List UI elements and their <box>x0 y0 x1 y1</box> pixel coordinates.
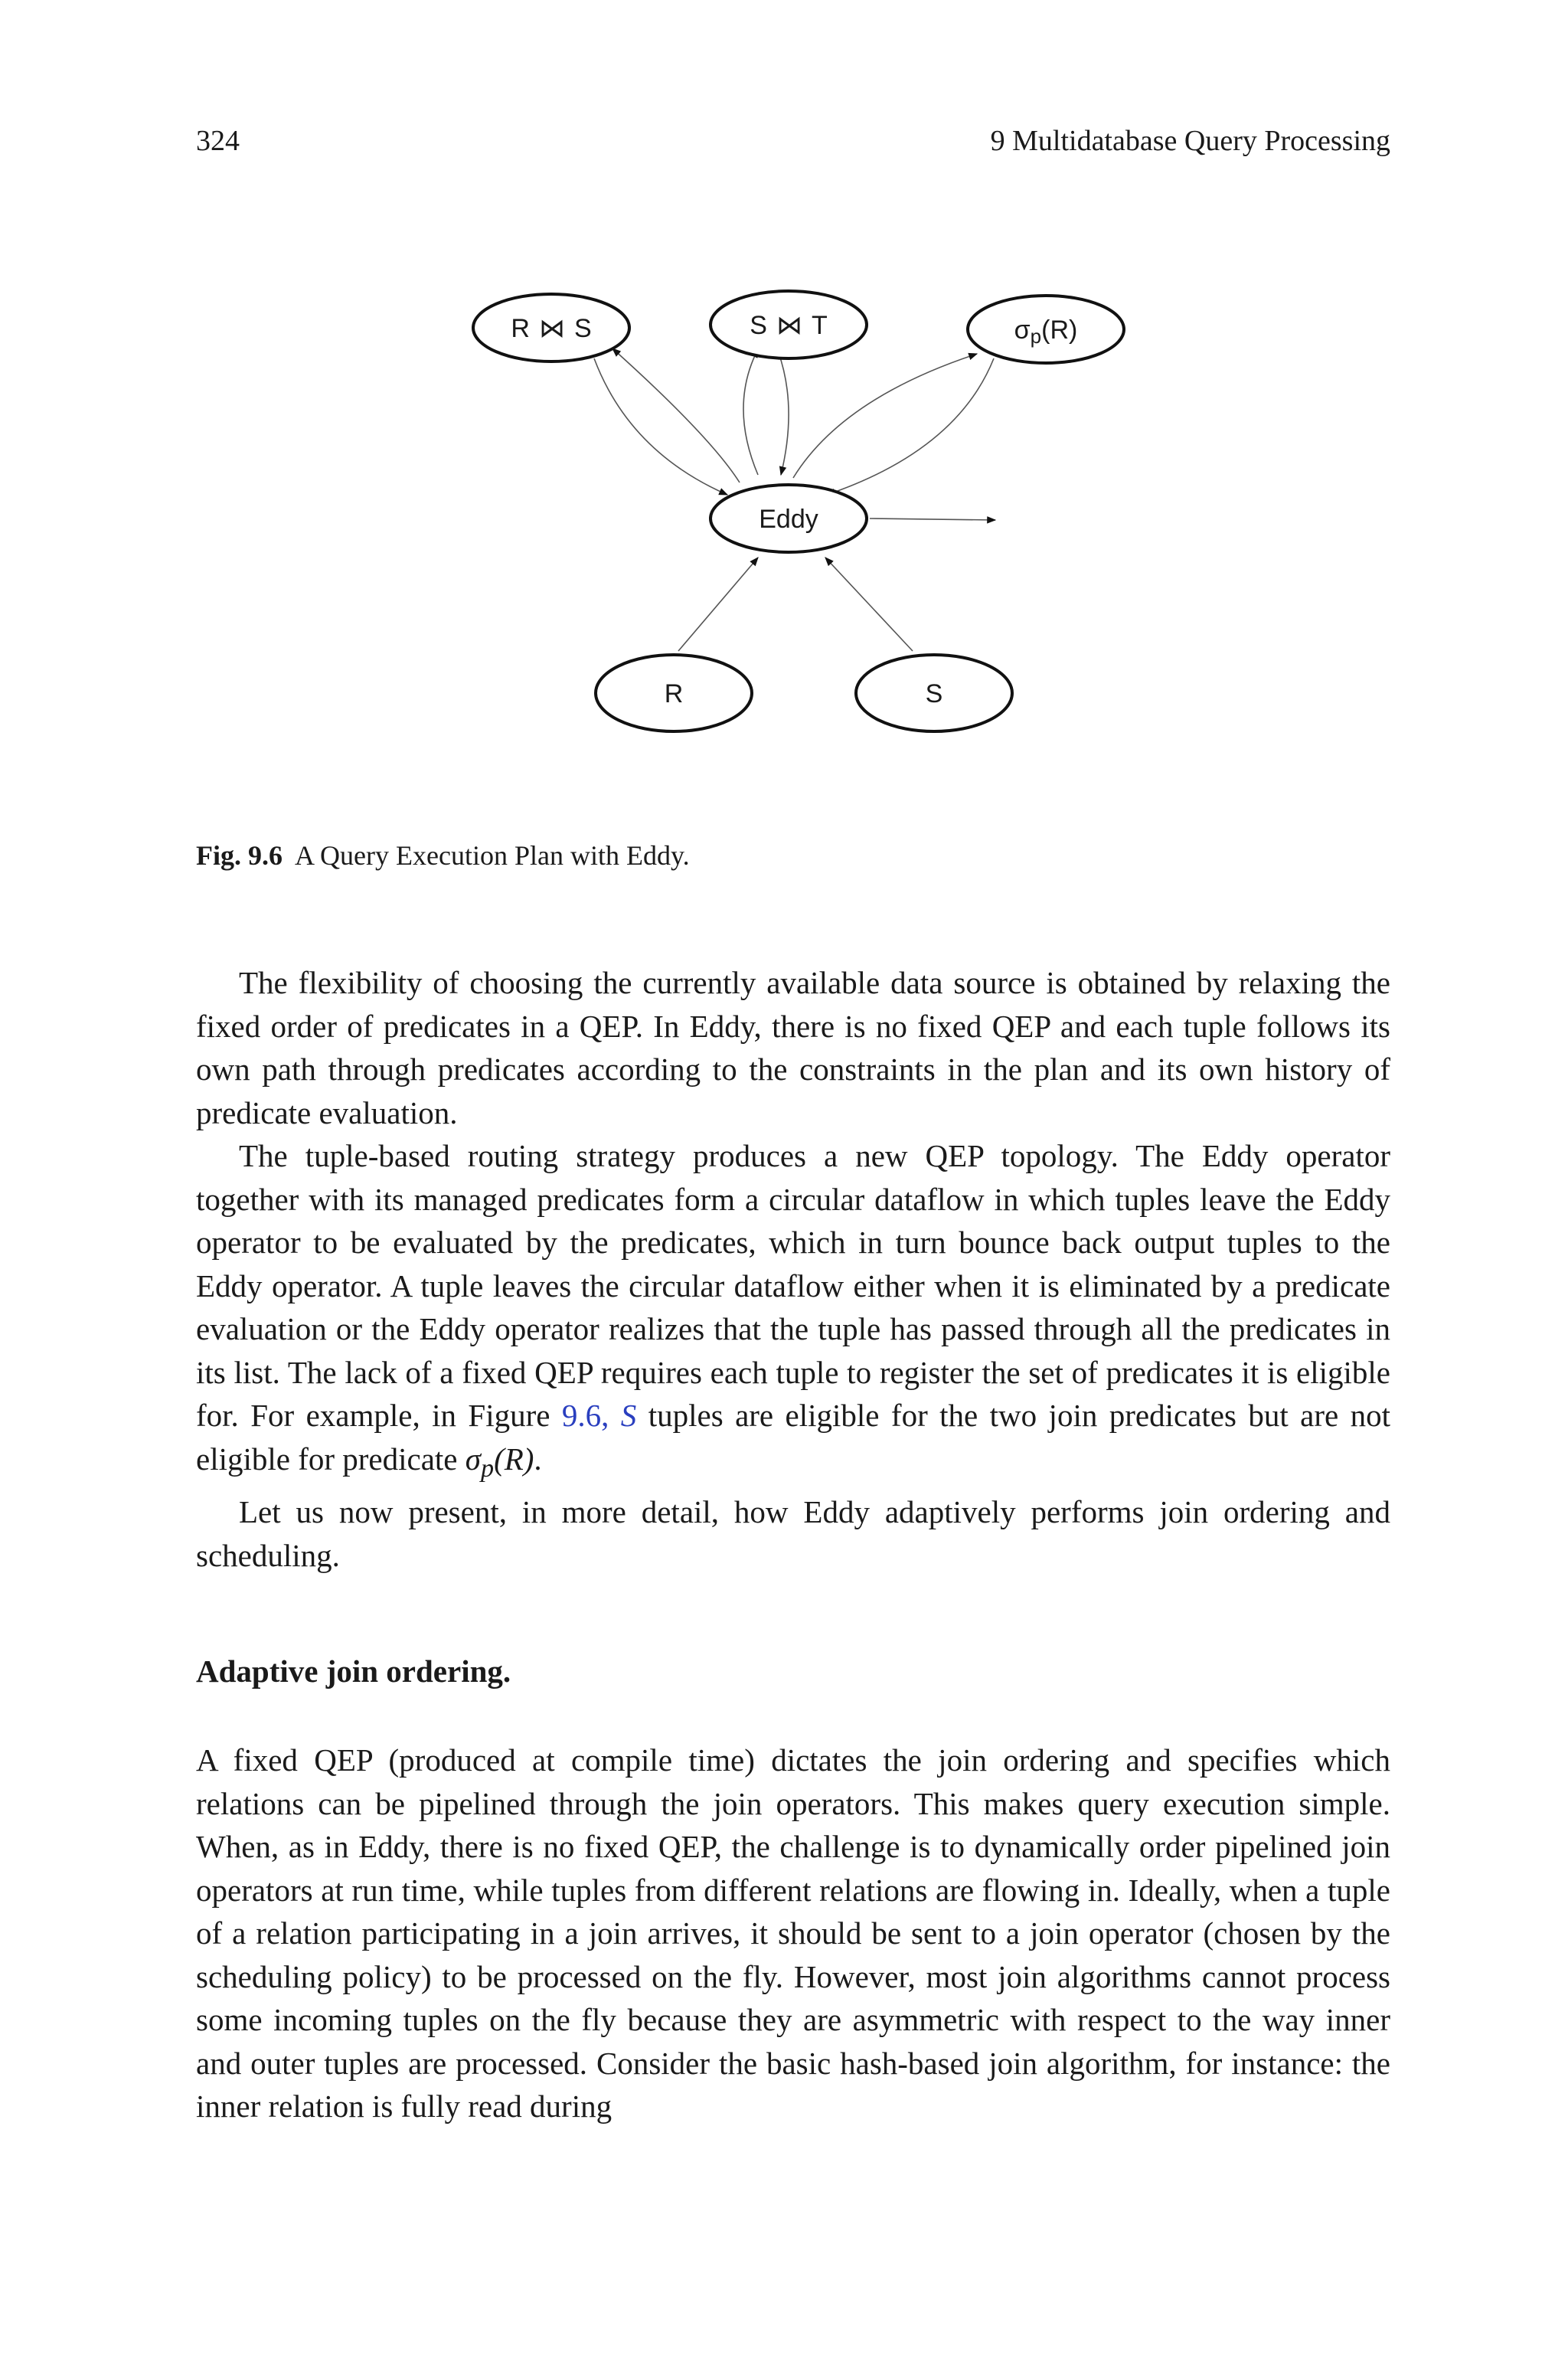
node-eddy-label: Eddy <box>759 505 818 534</box>
paragraph-3: Let us now present, in more detail, how Eddy adaptively performs join ordering and scheduling. <box>196 1494 1390 1573</box>
math-sigma: σ <box>465 1441 481 1477</box>
figure-caption <box>196 839 1390 872</box>
section-heading: Adaptive join ordering. <box>196 1653 511 1689</box>
paragraph-2-end: . <box>534 1441 542 1477</box>
edge-rs-join-to-eddy <box>594 358 727 495</box>
paragraph-2-start: The tuple-based routing strategy produces a new QEP topology. The Eddy operator together with its managed predicates form a circular dataflow in which tuples leave the Eddy operator to be evaluated by the predicates, which in turn bounce back output tuples to the Eddy operator. A tuple leaves the circular dataflow either when it is eliminated by a predicate evaluation or the Eddy operator realizes that the tuple has passed through all the predicates in its list. The lack of a fixed QEP requires each tuple to register the set of predicates it is eligible for. For example, in Figure <box>196 1138 1390 1433</box>
paragraph-1: The flexibility of choosing the currently available data source is obtained by relaxing the fixed order of predicates in a QEP. In Eddy, there is no fixed QEP and each tuple follows its own path through predicates according to the constraints in the plan and its own history of predicate evaluation. <box>196 965 1390 1130</box>
running-head <box>196 124 1390 162</box>
paragraph-4: A fixed QEP (produced at compile time) dictates the join ordering and specifies which relations can be pipelined through the join operators. This makes query execution simple. When, as in Eddy, there is no fixed QEP, the challenge is to dynamically order pipelined join operators at run time, while tuples from different relations are flowing in. Ideally, when a tuple of a relation participating in a join arrives, it should be sent to a join operator (chosen by the scheduling policy) to be processed on the fly. However, most join algorithms cannot process some incoming tuples on the fly because they are asymmetric with respect to the way inner and outer tuples are processed. Consider the basic hash-based join algorithm, for instance: the inner relation is fully read during <box>196 1742 1390 2124</box>
edge-eddy-to-select <box>793 354 977 478</box>
math-sigma-p-r <box>465 1441 534 1483</box>
edge-s-to-eddy <box>825 558 913 651</box>
edge-eddy-to-st-join <box>743 349 758 475</box>
chapter-title: 9 Multidatabase Query Processing <box>990 125 1390 157</box>
paragraph-2 <box>196 1134 1390 1490</box>
node-s-label: S <box>925 679 943 708</box>
eddy-diagram <box>444 283 1133 774</box>
page-number: 324 <box>196 125 240 157</box>
eddy-figure <box>444 283 1133 774</box>
node-st-join-label: S ⋈ T <box>750 311 828 340</box>
math-subscript: p <box>480 1454 495 1483</box>
math-argument: (R) <box>494 1441 534 1477</box>
edge-eddy-output <box>870 518 995 520</box>
figure-ref-link[interactable] <box>562 1398 636 1433</box>
figure-caption-text: A Query Execution Plan with Eddy. <box>295 840 690 871</box>
variable-s[interactable]: S <box>609 1398 637 1433</box>
node-r-label: R <box>664 679 684 708</box>
figure-label: Fig. 9.6 <box>196 840 283 871</box>
edge-st-join-to-eddy <box>778 351 789 475</box>
node-select-label: σp(R) <box>1014 316 1078 348</box>
body-text-section <box>196 1739 1390 2128</box>
edge-r-to-eddy <box>678 558 758 651</box>
body-text <box>196 961 1390 1577</box>
paragraph-2-mid: tuples are eligible for the two join predicates but are not eligible for predicate <box>196 1398 1391 1477</box>
edge-select-to-eddy <box>827 358 994 495</box>
node-rs-join-label: R ⋈ S <box>511 314 592 343</box>
edge-eddy-to-rs-join <box>612 348 740 482</box>
figure-ref-number[interactable]: 9.6, <box>561 1398 609 1433</box>
